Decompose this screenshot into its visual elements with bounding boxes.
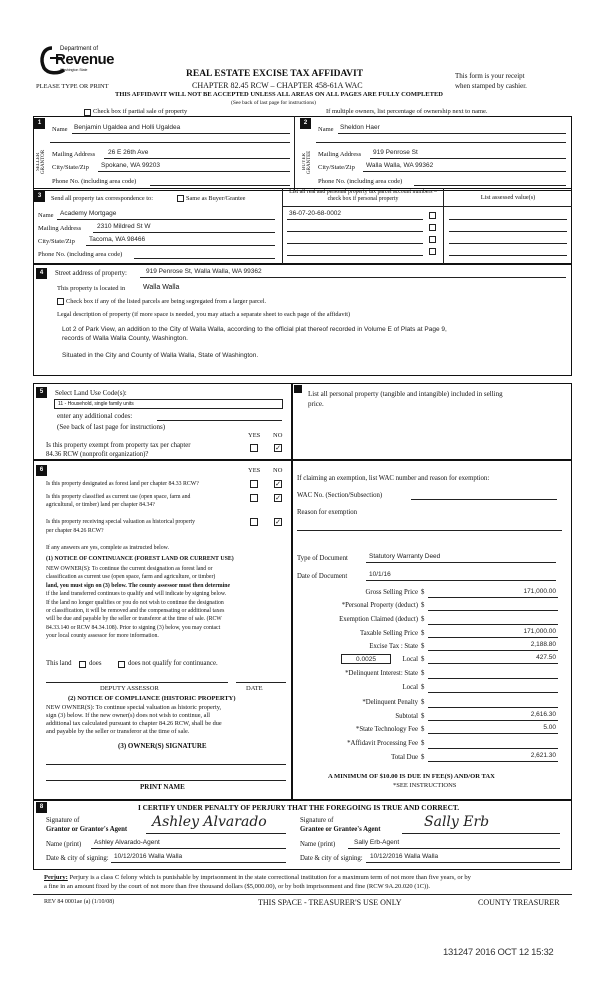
located-county[interactable]: Walla Walla [143, 284, 180, 291]
notice-continuance-text: NEW OWNER(S): To continue the current designation as forest land or classification as current use (open space, farm and agriculture, or timber) land, you must sign on (3) below. The county assessor must then determine if the land transferred continues to qualify and will indicate by signing below. If the land no longer qualifies or you do not wish to continue the designation or classification, it will be removed and the compensating or additional taxes will be due and payable by the seller or transferor at the time of sale. (RCW 84.33.140 or RCW 84.34.108). Prior to signing (3) below, you may contact your local county assessor for more information. [46, 566, 231, 640]
local-value[interactable]: 427.50 [536, 654, 556, 661]
multiple-owners-note: If multiple owners, list percentage of ownership next to name. [326, 108, 488, 115]
exemption-claim-label: If claiming an exemption, list WAC number and reason for exemption: [297, 475, 490, 482]
partial-sale-label: Check box if partial sale of property [93, 108, 188, 115]
grantor-date-label: Date & city of signing: [46, 855, 109, 862]
legal-line-2[interactable]: records of Walla Walla County, Washington. [62, 335, 188, 342]
grantor-date-city[interactable]: 10/12/2016 Walla Walla [114, 853, 183, 860]
treasurer-space: THIS SPACE - TREASURER'S USE ONLY [258, 898, 402, 907]
doc-type-label: Type of Document [297, 555, 348, 562]
s3-city[interactable]: Tacoma, WA 98466 [89, 236, 146, 243]
current-use-no-checkbox[interactable]: ✓ [275, 494, 281, 502]
subtotal-label: Subtotal [395, 713, 418, 720]
dept-line1: Department of [60, 46, 99, 52]
recording-stamp: 131247 2016 OCT 12 15:32 [443, 947, 554, 958]
buyer-phone-label: Phone No. (including area code) [318, 178, 403, 185]
dollar-sign: $ [421, 630, 425, 637]
subtotal-value[interactable]: 2,616.30 [530, 711, 556, 718]
located-label: This property is located in [57, 285, 126, 292]
gross-value[interactable]: 171,000.00 [523, 588, 556, 595]
seller-name-label: Name [52, 126, 68, 133]
delinquent-penalty-label: *Delinquent Penalty [362, 699, 418, 706]
taxable-value[interactable]: 171,000.00 [523, 628, 556, 635]
form-warning: THIS AFFIDAVIT WILL NOT BE ACCEPTED UNLESS ALL AREAS ON ALL PAGES ARE FULLY COMPLETED [115, 91, 443, 98]
dept-line3: Washington State [60, 68, 88, 72]
s3-mailing[interactable]: 2310 Mildred St W [97, 223, 151, 230]
dollar-sign: $ [421, 616, 425, 623]
parcel-1[interactable]: 36-07-20-68-0002 [289, 210, 342, 217]
s5-see-back: (See back of last page for instructions) [57, 423, 166, 431]
perjury-label: Perjury: [44, 874, 68, 881]
dollar-sign: $ [421, 754, 425, 761]
seller-mailing-label: Mailing Address [52, 151, 96, 158]
dollar-sign: $ [421, 740, 425, 747]
local-rate: 0.0025 [356, 656, 376, 663]
perjury-line2: a fine in an amount fixed by the court of not more than five thousand dollars ($5,000.00), or by both imprisonment and fine (RCW 9A.20.020 (1C)). [44, 882, 431, 890]
s3-city-label: City/State/Zip [38, 238, 75, 245]
taxable-label: Taxable Selling Price [359, 630, 418, 637]
legal-line-1[interactable]: Lot 2 of Park View, an addition to the City of Walla Walla, according to the official plat thereof recorded in Volume E of Plats at Page 9, [62, 326, 447, 333]
exempt-no-checkbox[interactable]: ✓ [275, 444, 281, 452]
qualifies-does-checkbox[interactable] [79, 661, 86, 668]
assessed-header: List assessed value(s) [480, 194, 536, 201]
dollar-sign: $ [421, 643, 425, 650]
section-8-number: 8 [36, 802, 47, 813]
receipt-line1: This form is your receipt [455, 72, 525, 80]
forest-question: Is this property designated as forest land per chapter 84.33 RCW? [46, 481, 199, 487]
same-as-buyer-checkbox[interactable] [177, 195, 184, 202]
dollar-sign: $ [421, 699, 425, 706]
parcel-4-personal-checkbox[interactable] [429, 248, 436, 255]
section-4-frame [33, 264, 572, 376]
segregated-checkbox[interactable] [57, 298, 64, 305]
grantee-name-print[interactable]: Sally Erb-Agent [354, 839, 400, 846]
parcel-header: List all real and personal property tax parcel account numbers – check box if personal property [289, 189, 437, 202]
delinquent-interest-label: *Delinquent Interest: State [345, 670, 418, 677]
notice-compliance-title: (2) NOTICE OF COMPLIANCE (HISTORIC PROPERTY) [68, 695, 236, 702]
form-chapter: CHAPTER 82.45 RCW – CHAPTER 458-61A WAC [192, 81, 363, 90]
dollar-sign: $ [421, 684, 425, 691]
section-5-number: 5 [36, 387, 47, 398]
deputy-date-label: DATE [246, 685, 263, 692]
doc-type[interactable]: Statutory Warranty Deed [369, 553, 441, 560]
exempt-question-1: Is this property exempt from property tax per chapter [46, 442, 191, 449]
notice-continuance-title: (1) NOTICE OF CONTINUANCE (FOREST LAND OR CURRENT USE) [46, 556, 234, 562]
buyer-mailing-label: Mailing Address [318, 151, 362, 158]
partial-sale-checkbox[interactable] [84, 109, 91, 116]
parcel-2-personal-checkbox[interactable] [429, 224, 436, 231]
personal-property-line2: price. [308, 400, 324, 408]
qualifies-does-not-checkbox[interactable] [118, 661, 125, 668]
s3-name[interactable]: Academy Mortgage [60, 210, 117, 217]
personal-deduct-label: *Personal Property (deduct) [341, 602, 418, 609]
personal-property-line1: List all personal property (tangible and intangible) included in selling [308, 390, 503, 398]
tech-fee-value[interactable]: 5.00 [543, 724, 556, 731]
revenue-logo [38, 44, 118, 78]
additional-codes-label: enter any additional codes: [57, 412, 133, 420]
dollar-sign: $ [421, 656, 425, 663]
notice-compliance-text: NEW OWNER(S): To continue special valuation as historic property, sign (3) below. If the new owner(s) does not wish to continue, all additional tax calculated pursuant to chapter 84.26 RCW, shall be due and payable by the seller or transferor at the time of sale. [46, 704, 222, 735]
seller-city-label: City/State/Zip [52, 164, 89, 171]
parcel-3-personal-checkbox[interactable] [429, 236, 436, 243]
grantor-name-print[interactable]: Ashley Alvarado-Agent [94, 839, 160, 846]
historic-question-2: per chapter 84.26 RCW? [46, 528, 104, 534]
exemption-deduct-label: Exemption Claimed (deduct) [339, 616, 418, 623]
this-land-label: This land [46, 660, 72, 667]
excise-state-label: Excise Tax : State [369, 643, 418, 650]
county-treasurer: COUNTY TREASURER [478, 898, 560, 907]
historic-no-checkbox[interactable]: ✓ [275, 518, 281, 526]
buyer-city[interactable]: Walla Walla, WA 99362 [366, 162, 434, 169]
form-number: REV 84 0001ae (a) (1/10/08) [44, 899, 115, 905]
wac-label: WAC No. (Section/Subsection) [297, 492, 383, 499]
see-back-note: (See back of last page for instructions) [231, 100, 316, 106]
owner-signature-label: (3) OWNER(S) SIGNATURE [118, 742, 207, 750]
dollar-sign: $ [421, 670, 425, 677]
exempt-yes-checkbox[interactable] [250, 444, 258, 452]
current-use-question-2: agricultural, or timber) land per chapter 84.34? [46, 502, 155, 508]
legal-description-label: Legal description of property (if more space is needed, you may attach a separate sheet to each page of the affidavit) [57, 311, 351, 318]
buyer-name[interactable]: Sheldon Haer [340, 124, 380, 131]
grantee-date-label: Date & city of signing: [300, 855, 363, 862]
grantee-sig-of-label: Signature of [300, 817, 334, 824]
total-due-label: Total Due [391, 754, 418, 761]
s3-mailing-label: Mailing Address [38, 225, 82, 232]
doc-date-label: Date of Document [297, 573, 348, 580]
forest-yes-checkbox[interactable] [250, 480, 258, 488]
send-correspondence-label: Send all property tax correspondence to: [51, 195, 153, 202]
land-use-select[interactable] [54, 399, 283, 409]
grantee-date-city[interactable]: 10/12/2016 Walla Walla [370, 853, 439, 860]
personal-property-marker [294, 385, 302, 393]
forest-no-checkbox[interactable]: ✓ [275, 480, 281, 488]
excise-state-value[interactable]: 2,188.80 [530, 641, 556, 648]
perjury-line1: Perjury is a class C felony which is punishable by imprisonment in the state correctional institution for a maximum term of not more than five years, or by [69, 874, 471, 881]
historic-question-1: Is this property receiving special valuation as historical property [46, 519, 196, 525]
tech-fee-label: *State Technology Fee [355, 726, 418, 733]
receipt-line2: when stamped by cashier. [455, 82, 527, 90]
s6-yes-header: YES [248, 467, 261, 474]
seller-city[interactable]: Spokane, WA 99203 [101, 162, 161, 169]
if-yes-note: If any answers are yes, complete as instructed below. [46, 545, 169, 551]
land-use-value: 11 - Household, single family units [58, 401, 134, 407]
section-6-number: 6 [36, 465, 47, 476]
dept-line2: Revenue [55, 51, 115, 68]
print-name-label: PRINT NAME [140, 783, 185, 791]
does-not-label: does not qualify for continuance. [128, 660, 218, 667]
total-due-value[interactable]: 2,621.30 [530, 752, 556, 759]
s3-phone-label: Phone No. (including area code) [38, 251, 123, 258]
historic-yes-checkbox[interactable] [250, 518, 258, 526]
does-label: does [89, 660, 102, 667]
seller-phone-label: Phone No. (including area code) [52, 178, 137, 185]
dollar-sign: $ [421, 713, 425, 720]
local-rate-box[interactable] [341, 654, 391, 664]
parcel-1-personal-checkbox[interactable] [429, 212, 436, 219]
dollar-sign: $ [421, 589, 425, 596]
grantor-agent-label: Grantor or Grantor's Agent [46, 826, 128, 833]
local-label: Local [402, 656, 418, 663]
deputy-assessor-label: DEPUTY ASSESSOR [100, 685, 159, 692]
s6-no-header: NO [273, 467, 283, 474]
minimum-due-note: A MINIMUM OF $10.00 IS DUE IN FEE(S) AND/OR TAX [328, 773, 495, 780]
exempt-question-2: 84.36 RCW (nonprofit organization)? [46, 451, 149, 458]
seller-name[interactable]: Benjamin Ugaldea and Holli Ugaldea [74, 124, 181, 131]
section-4-number: 4 [36, 268, 47, 279]
buyer-mailing[interactable]: 919 Penrose St [373, 149, 418, 156]
grantor-sig-of-label: Signature of [46, 817, 80, 824]
buyer-side-label: BUYER GRANTEE [302, 150, 312, 174]
seller-side-label: SELLER GRANTOR [36, 149, 46, 175]
land-use-label: Select Land Use Code(s): [55, 389, 127, 397]
s3-name-label: Name [38, 212, 54, 219]
section-2-number: 2 [300, 118, 311, 129]
section-3-number: 3 [34, 191, 45, 202]
street-label: Street address of property: [55, 270, 127, 277]
grantee-agent-label: Grantee or Grantee's Agent [300, 826, 381, 833]
section-1-number: 1 [34, 118, 45, 129]
gross-label: Gross Selling Price [365, 589, 418, 596]
legal-line-3[interactable]: Situated in the City and County of Walla Walla, State of Washington. [62, 352, 259, 359]
grantor-name-print-label: Name (print) [46, 841, 82, 848]
reason-label: Reason for exemption [297, 509, 358, 516]
s5-yes-header: YES [248, 432, 261, 439]
street-address[interactable]: 919 Penrose St, Walla Walla, WA 99362 [146, 268, 262, 275]
grantee-name-print-label: Name (print) [300, 841, 336, 848]
same-as-buyer-label: Same as Buyer/Grantee [186, 195, 246, 202]
grantor-signature[interactable]: Ashley Alvarado [152, 814, 267, 830]
please-type: PLEASE TYPE OR PRINT [36, 83, 109, 90]
segregated-label: Check box if any of the listed parcels are being segregated from a larger parcel. [66, 298, 267, 305]
dollar-sign: $ [421, 726, 425, 733]
current-use-yes-checkbox[interactable] [250, 494, 258, 502]
delinquent-local-label: Local [402, 684, 418, 691]
buyer-name-label: Name [318, 126, 334, 133]
certify-statement: I CERTIFY UNDER PENALTY OF PERJURY THAT THE FOREGOING IS TRUE AND CORRECT. [138, 803, 460, 812]
perjury-notice [44, 874, 570, 891]
dollar-sign: $ [421, 602, 425, 609]
s5-no-header: NO [273, 432, 283, 439]
seller-mailing[interactable]: 26 E 26th Ave [108, 149, 149, 156]
form-title: REAL ESTATE EXCISE TAX AFFIDAVIT [186, 69, 364, 79]
doc-date[interactable]: 10/1/16 [369, 571, 391, 578]
see-instructions-note: *SEE INSTRUCTIONS [393, 782, 457, 789]
buyer-city-label: City/State/Zip [318, 164, 355, 171]
current-use-question-1: Is this property classified as current use (open space, farm and [46, 494, 191, 500]
grantee-signature[interactable]: Sally Erb [424, 814, 490, 830]
affidavit-fee-label: *Affidavit Processing Fee [347, 740, 418, 747]
